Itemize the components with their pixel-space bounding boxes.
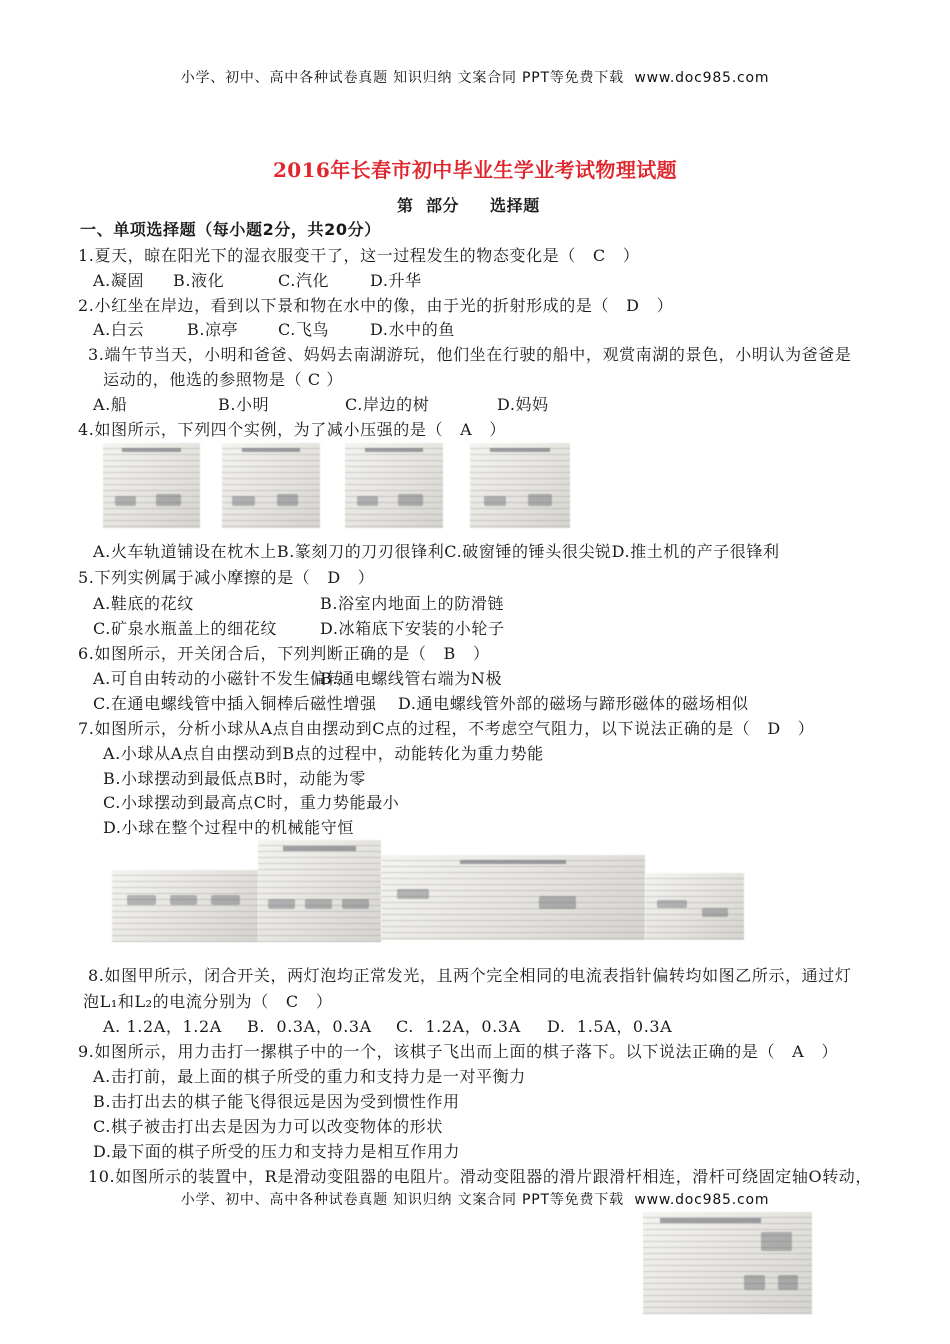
- question-7-option-d: D.小球在整个过程中的机械能守恒: [103, 818, 354, 837]
- question-9-stem: 9.如图所示，用力击打一摞棋子中的一个，该棋子飞出而上面的棋子落下。以下说法正确的是（ A ）: [78, 1042, 838, 1061]
- figure-diagram-smudge: [305, 899, 332, 909]
- question-3-stem-line-1: 3.端午节当天，小明和爸爸、妈妈去南湖游玩，他们坐在行驶的船中，观赏南湖的景色，小明认为爸爸是: [88, 345, 852, 364]
- question-8-option-d: D. 1.5A，0.3A: [547, 1017, 673, 1036]
- figure-diagram-smudge: [397, 889, 429, 899]
- figure-diagram-smudge: [277, 494, 299, 506]
- figure-heading-smudge: [460, 860, 566, 864]
- question-5-option-b: B.浴室内地面上的防滑链: [320, 594, 505, 613]
- figure-diagram-smudge: [702, 908, 728, 917]
- question-4-option-a: A.火车轨道铺设在枕木上: [93, 542, 277, 561]
- question-5-option-a: A.鞋底的花纹: [93, 594, 194, 613]
- question-2-option-a: A.白云: [93, 320, 145, 339]
- figure-diagram-smudge: [156, 494, 180, 506]
- question-6-option-a: A.可自由转动的小磁针不发生偏转: [93, 669, 344, 688]
- question-1-option-c: C.汽化: [278, 271, 330, 290]
- question-7-option-b: B.小球摆动到最低点B时，动能为零: [103, 769, 366, 788]
- question-5-option-d: D.冰箱底下安装的小轮子: [320, 619, 505, 638]
- figure-diagram-smudge: [539, 896, 576, 910]
- question-9-option-c: C.棋子被击打出去是因为力可以改变物体的形状: [93, 1117, 443, 1136]
- figure-diagram-smudge: [398, 494, 423, 506]
- question-2-stem: 2.小红坐在岸边，看到以下景和物在水中的像，由于光的折射形成的是（ D ）: [78, 296, 674, 315]
- question-4-option-c: C.破窗锤的锤头很尖锐: [444, 542, 612, 561]
- question-8-option-a: A. 1.2A，1.2A: [103, 1017, 222, 1036]
- figure-diagram-smudge: [170, 895, 196, 905]
- question-4-figure-photo-3: [345, 443, 443, 528]
- question-8-stem-line-2: 泡L₁和L₂的电流分别为（ C ）: [83, 992, 333, 1011]
- figure-diagram-smudge: [342, 899, 369, 909]
- figure-diagram-smudge: [211, 895, 240, 905]
- question-2-option-c: C.飞鸟: [278, 320, 330, 339]
- question-1-option-d: D.升华: [370, 271, 422, 290]
- question-3-option-d: D.妈妈: [497, 395, 549, 414]
- part-name: 选择题: [490, 196, 540, 215]
- figure-diagram-smudge: [357, 496, 379, 506]
- question-2-option-b: B.凉亭: [187, 320, 239, 339]
- exam-title: 2016年长春市初中毕业生学业考试物理试题: [272, 158, 678, 182]
- figure-photo-strip-4: [645, 873, 744, 940]
- figure-diagram-smudge: [657, 900, 687, 908]
- question-10-figure-photo: [643, 1212, 812, 1314]
- question-4-options: [93, 542, 780, 562]
- question-4-option-d: D.推土机的产子很锋利: [611, 542, 780, 561]
- question-8-option-b: B. 0.3A，0.3A: [247, 1017, 372, 1036]
- page-footer-banner: 小学、初中、高中各种试卷真题 知识归纳 文案合同 PPT等免费下载 www.doc985.com: [180, 1192, 770, 1208]
- part-label: 第 部分: [397, 196, 460, 215]
- page-header-banner: 小学、初中、高中各种试卷真题 知识归纳 文案合同 PPT等免费下载 www.doc985.com: [180, 70, 770, 86]
- figure-diagram-smudge: [232, 496, 256, 506]
- question-4-stem: 4.如图所示，下列四个实例，为了减小压强的是（ A ）: [78, 420, 506, 439]
- figure-diagram-smudge: [127, 895, 156, 905]
- question-6-stem: 6.如图所示，开关闭合后，下列判断正确的是（ B ）: [78, 644, 490, 663]
- question-5-stem: 5.下列实例属于减小摩擦的是（ D ）: [78, 568, 375, 587]
- question-3-option-b: B.小明: [218, 395, 270, 414]
- question-1-stem: 1.夏天，晾在阳光下的湿衣服变干了，这一过程发生的物态变化是（ C ）: [78, 246, 640, 265]
- figure-heading-smudge: [242, 448, 301, 452]
- question-4-figure-photo-2: [222, 443, 320, 528]
- question-7-option-c: C.小球摆动到最高点C时，重力势能最小: [103, 793, 400, 812]
- question-7-stem: 7.如图所示，分析小球从A点自由摆动到C点的过程，不考虑空气阻力，以下说法正确的是（ D ）: [78, 719, 815, 738]
- question-6-option-b: B.通电螺线管右端为N极: [320, 669, 503, 688]
- question-3-option-a: A.船: [93, 395, 128, 414]
- question-8-option-c: C. 1.2A，0.3A: [396, 1017, 521, 1036]
- question-1-option-a: A.凝固: [93, 271, 145, 290]
- figure-diagram-smudge: [268, 899, 295, 909]
- figure-heading-smudge: [660, 1218, 761, 1223]
- figure-heading-smudge: [365, 448, 424, 452]
- question-6-option-d: D.通电螺线管外部的磁场与蹄形磁体的磁场相似: [398, 694, 749, 713]
- question-1-option-b: B.液化: [173, 271, 225, 290]
- figure-diagram-smudge: [115, 496, 136, 506]
- question-4-figure-photo-4: [470, 443, 570, 528]
- figure-diagram-smudge: [744, 1275, 764, 1289]
- figure-diagram-smudge: [778, 1275, 798, 1289]
- question-4-figure-photo-1: [103, 443, 200, 528]
- question-5-option-c: C.矿泉水瓶盖上的细花纹: [93, 619, 277, 638]
- figure-diagram-smudge: [484, 496, 506, 506]
- question-10-stem-line-1: 10.如图所示的装置中，R是滑动变阻器的电阻片。滑动变阻器的滑片跟滑杆相连，滑杆可绕固定轴O转动，: [88, 1167, 873, 1186]
- question-8-stem-line-1: 8.如图甲所示，闭合开关，两灯泡均正常发光，且两个完全相同的电流表指针偏转均如图乙所示，通过灯: [88, 966, 852, 985]
- figure-heading-smudge: [490, 448, 550, 452]
- question-3-option-c: C.岸边的树: [345, 395, 430, 414]
- figure-photo-strip-2: [258, 840, 381, 942]
- figure-diagram-smudge: [528, 494, 552, 506]
- question-2-option-d: D.水中的鱼: [370, 320, 455, 339]
- question-3-stem-line-2: 运动的，他选的参照物是（ C ）: [103, 370, 344, 389]
- figure-diagram-smudge: [761, 1232, 791, 1250]
- question-7-option-a: A.小球从A点自由摆动到B点的过程中，动能转化为重力势能: [103, 744, 544, 763]
- question-4-option-b: B.篆刻刀的刀刃很锋利: [276, 542, 445, 561]
- question-9-option-d: D.最下面的棋子所受的压力和支持力是相互作用力: [93, 1142, 461, 1161]
- figure-heading-smudge: [122, 448, 180, 452]
- question-9-option-b: B.击打出去的棋子能飞得很远是因为受到惯性作用: [93, 1092, 460, 1111]
- figure-photo-strip-1: [112, 870, 258, 942]
- question-9-option-a: A.击打前，最上面的棋子所受的重力和支持力是一对平衡力: [93, 1067, 526, 1086]
- question-6-option-c: C.在通电螺线管中插入铜棒后磁性增强: [93, 694, 377, 713]
- figure-photo-strip-3: [381, 855, 645, 940]
- section-heading: 一、单项选择题（每小题2分，共20分）: [80, 220, 381, 239]
- figure-heading-smudge: [283, 846, 357, 851]
